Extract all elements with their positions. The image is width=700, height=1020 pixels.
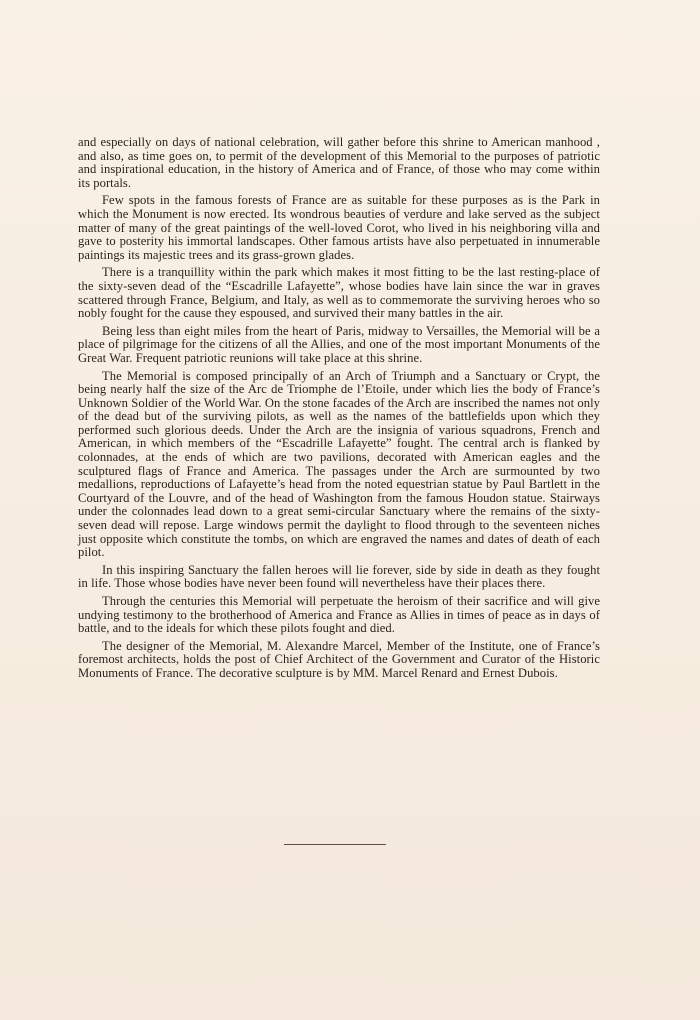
- paragraph-1: and especially on days of national celebration, will gather before this shrine to American manhood , and also, as time goes on, to permit of the development of this Memorial to the purposes of patriotic and inspirational education, in the history of America and of France, of those who may come within its portals.: [78, 135, 600, 190]
- paragraph-8: The designer of the Memorial, M. Alexandre Marcel, Member of the Institute, one of France’s foremost architects, holds the post of Chief Architect of the Government and Curator of the Historic Monuments of France. The decorative sculpture is by MM. Marcel Renard and Ernest Dubois.: [78, 638, 600, 680]
- section-divider: [284, 844, 386, 845]
- body-text: [78, 136, 600, 685]
- paragraph-2: Few spots in the famous forests of France are as suitable for these purposes as is the Park in which the Monument is now erected. Its wondrous beauties of verdure and lake served as the subject matter of many of the great paintings of the well-loved Corot, who lived in his neighboring villa and gave to posterity his immortal landscapes. Other famous artists have also perpetuated in innumerable paintings its majestic trees and its grass-grown glades.: [78, 193, 600, 262]
- paragraph-5: The Memorial is composed principally of an Arch of Triumph and a Sanctuary or Crypt, the being nearly half the size of the Arc de Triomphe de l’Etoile, under which lies the body of France’s Unknown Soldier of the World War. On the stone facades of the Arch are inscribed the names not only of the dead but of the surviving pilots, as well as the names of the battlefields upon which they performed such glorious deeds. Under the Arch are the insignia of various squadrons, French and American, in which members of the “Escadrille Lafayette” fought. The central arch is flanked by colonnades, at the ends of which are two pavilions, decorated with American eagles and the sculptured flags of France and America. The passages under the Arch are surmounted by two medallions, reproductions of Lafayette’s head from the noted equestrian statue by Paul Bartlett in the Courtyard of the Louvre, and of the head of Washington from the famous Houdon statue. Stairways under the colonnades lead down to a great semi-circular Sanctuary where the remains of the sixty-seven dead will repose. Large windows permit the daylight to flood through to the seventeen niches just opposite which constitute the tombs, on which are engraved the names and dates of death of each pilot.: [78, 368, 600, 560]
- paragraph-7: Through the centuries this Memorial will perpetuate the heroism of their sacrifice and will give undying testimony to the brotherhood of America and France as Allies in times of peace as in days of battle, and to the ideals for which these pilots fought and died.: [78, 594, 600, 636]
- paragraph-4: Being less than eight miles from the heart of Paris, midway to Versailles, the Memorial will be a place of pilgrimage for the citizens of all the Allies, and one of the most important Monuments of the Great War. Frequent patriotic reunions will take place at this shrine.: [78, 323, 600, 365]
- paragraph-3: There is a tranquillity within the park which makes it most fitting to be the last resting-place of the sixty-seven dead of the “Escadrille Lafayette”, whose bodies have lain since the war in graves scattered through France, Belgium, and Italy, as well as to commemorate the surviving heroes who so nobly fought for the cause they espoused, and survived their many battles in the air.: [78, 265, 600, 321]
- paragraph-6: In this inspiring Sanctuary the fallen heroes will lie forever, side by side in death as they fought in life. Those whose bodies have never been found will nevertheless have their places there.: [78, 562, 600, 591]
